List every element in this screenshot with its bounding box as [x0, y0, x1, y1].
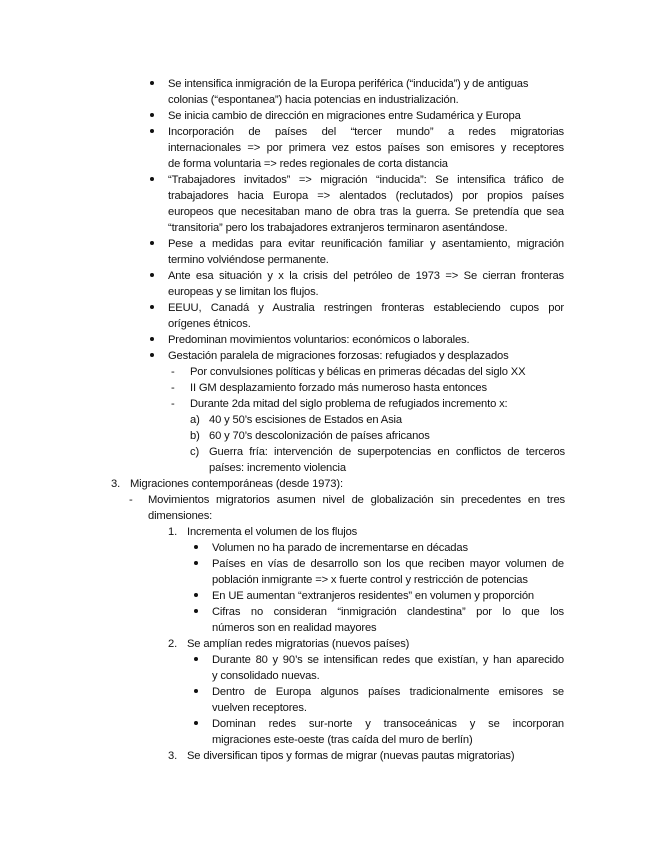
- list-item-text: dimensiones:: [148, 510, 213, 522]
- list-item-text: Pese a medidas para evitar reunificación familiar y asentamiento, migración: [168, 238, 564, 250]
- list-item-text: Países en vías de desarrollo son los que reciben mayor volumen de: [212, 558, 564, 570]
- list-item-text: Durante 80 y 90’s se intensifican redes que existían, y han aparecido: [212, 654, 564, 666]
- list-item-text: termino volviéndose permanente.: [168, 254, 329, 266]
- list-item-text: Volumen no ha parado de incrementarse en décadas: [212, 542, 468, 554]
- dash-marker: -: [171, 382, 175, 394]
- list-item-text: de forma voluntaria => redes regionales de corta distancia: [168, 158, 448, 170]
- bullet-icon: [150, 348, 160, 364]
- letter-marker: a): [190, 414, 200, 426]
- list-item-text: Predominan movimientos voluntarios: económicos o laborales.: [168, 334, 470, 346]
- list-item: [0, 380, 655, 396]
- bullet-icon: [194, 588, 204, 604]
- list-item-text: números son en realidad mayores: [212, 622, 377, 634]
- list-item-text: II GM desplazamiento forzado más numeroso hasta entonces: [190, 382, 487, 394]
- list-item: [0, 364, 655, 380]
- bullet-icon: [194, 556, 204, 572]
- list-item-text: Durante 2da mitad del siglo problema de refugiados incremento x:: [190, 398, 508, 410]
- list-item-text: Ante esa situación y x la crisis del petróleo de 1973 => Se cierran fronteras: [168, 270, 564, 282]
- list-item-text: Por convulsiones políticas y bélicas en primeras décadas del siglo XX: [190, 366, 526, 378]
- list-item: [0, 108, 655, 124]
- bullet-icon: [194, 684, 204, 700]
- list-item: [0, 716, 655, 748]
- dash-marker: -: [129, 494, 133, 506]
- list-item-text: Movimientos migratorios asumen nivel de globalización sin precedentes en tres: [148, 494, 565, 506]
- list-item: [0, 348, 655, 364]
- list-item-text: Dentro de Europa algunos países tradicionalmente emisores se: [212, 686, 564, 698]
- list-item: [0, 268, 655, 300]
- list-item-text: 60 y 70’s descolonización de países africanos: [209, 430, 430, 442]
- list-item-text: Cifras no consideran “inmigración clandestina” por lo que los: [212, 606, 564, 618]
- bullet-icon: [150, 124, 160, 140]
- list-item: [0, 428, 655, 444]
- letter-marker: c): [190, 446, 200, 458]
- section-title: Migraciones contemporáneas (desde 1973):: [130, 478, 343, 490]
- numbered-item: [0, 524, 655, 540]
- list-item-text: Se intensifica inmigración de la Europa periférica (“inducida”) y de antiguas: [168, 78, 529, 90]
- list-item-text: trabajadores hacia Europa => alentados (reclutados) por propios países: [168, 190, 564, 202]
- list-item-text: En UE aumentan “extranjeros residentes” en volumen y proporción: [212, 590, 534, 602]
- list-item-text: “transitoria” pero los trabajadores extranjeros terminaron asentándose.: [168, 222, 508, 234]
- bullet-icon: [150, 172, 160, 188]
- bullet-icon: [150, 268, 160, 284]
- list-item: [0, 604, 655, 636]
- letter-marker: b): [190, 430, 200, 442]
- list-item: [0, 684, 655, 716]
- numbered-item-title: Incrementa el volumen de los flujos: [187, 526, 358, 538]
- list-item: [0, 652, 655, 684]
- section-number: 3.: [111, 478, 121, 490]
- dash-marker: -: [171, 366, 175, 378]
- bullet-icon: [194, 604, 204, 620]
- list-item-text: vuelven receptores.: [212, 702, 307, 714]
- list-item: [0, 332, 655, 348]
- list-item-text: y consolidado nuevas.: [212, 670, 320, 682]
- list-item: [0, 172, 655, 236]
- list-item-text: Incorporación de países del “tercer mundo” a redes migratorias: [168, 126, 564, 138]
- list-item: [0, 588, 655, 604]
- bullet-icon: [150, 76, 160, 92]
- list-item-text: migraciones este-oeste (tras caída del muro de berlín): [212, 734, 473, 746]
- list-item-text: población inmigrante => x fuerte control y restricción de potencias: [212, 574, 528, 586]
- list-item: [0, 444, 655, 476]
- list-item: [0, 492, 655, 524]
- section-heading: [0, 476, 655, 492]
- list-item-text: Se inicia cambio de dirección en migraciones entre Sudamérica y Europa: [168, 110, 521, 122]
- list-item: [0, 540, 655, 556]
- list-item-text: EEUU, Canadá y Australia restringen fronteras estableciendo cupos por: [168, 302, 564, 314]
- list-item: [0, 556, 655, 588]
- bullet-icon: [194, 540, 204, 556]
- list-item-text: países: incremento violencia: [209, 462, 346, 474]
- list-item: [0, 76, 655, 108]
- dash-marker: -: [171, 398, 175, 410]
- number-marker: 3.: [168, 750, 178, 762]
- list-item: [0, 412, 655, 428]
- document-page: [0, 76, 655, 764]
- list-item: [0, 300, 655, 332]
- bullet-icon: [150, 332, 160, 348]
- list-item-text: Gestación paralela de migraciones forzosas: refugiados y desplazados: [168, 350, 509, 362]
- list-item: [0, 236, 655, 268]
- bullet-icon: [150, 236, 160, 252]
- list-item-text: orígenes étnicos.: [168, 318, 251, 330]
- numbered-item: [0, 636, 655, 652]
- list-item-text: Dominan redes sur-norte y transoceánicas y se incorporan: [212, 718, 564, 730]
- list-item: [0, 124, 655, 172]
- bullet-icon: [194, 716, 204, 732]
- list-item-text: europeas y se limitan los flujos.: [168, 286, 319, 298]
- list-item: [0, 396, 655, 412]
- number-marker: 2.: [168, 638, 178, 650]
- list-item-text: “Trabajadores invitados” => migración “inducida”: Se intensifica tráfico de: [168, 174, 564, 186]
- number-marker: 1.: [168, 526, 178, 538]
- bullet-icon: [150, 108, 160, 124]
- numbered-item-title: Se diversifican tipos y formas de migrar (nuevas pautas migratorias): [187, 750, 515, 762]
- numbered-item-title: Se amplían redes migratorias (nuevos países): [187, 638, 410, 650]
- list-item-text: Guerra fría: intervención de superpotencias en conflictos de terceros: [209, 446, 565, 458]
- list-item-text: 40 y 50’s escisiones de Estados en Asia: [209, 414, 402, 426]
- bullet-icon: [150, 300, 160, 316]
- list-item-text: colonias (“espontanea”) hacia potencias en industrialización.: [168, 94, 459, 106]
- list-item-text: europeos que necesitaban mano de obra tras la guerra. Se pretendía que sea: [168, 206, 564, 218]
- numbered-item: [0, 748, 655, 764]
- list-item-text: internacionales => por primera vez estos países son emisores y receptores: [168, 142, 564, 154]
- bullet-icon: [194, 652, 204, 668]
